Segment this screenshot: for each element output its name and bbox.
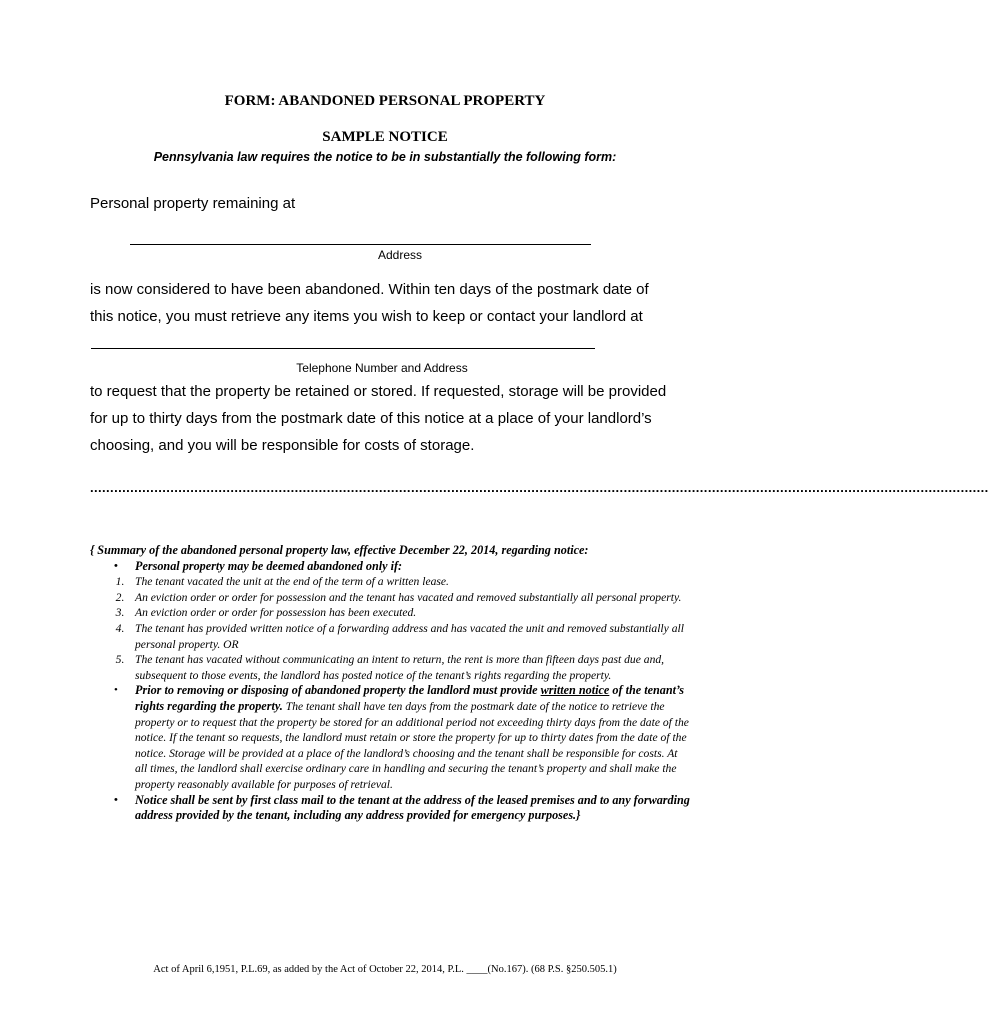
condition-item (90, 621, 690, 652)
mailing-notice-text: Notice shall be sent by first class mail to the tenant at the address of the leased premises and to any forwarding address provided by the tenant, including any address provided for emergency purposes.} (135, 792, 690, 823)
law-summary (90, 543, 690, 824)
property-remaining-text: Personal property remaining at (90, 195, 296, 212)
bullet-icon: • (114, 793, 118, 806)
condition-number: 2. (115, 590, 125, 604)
condition-number: 3. (115, 606, 125, 620)
written-notice-bold-text: Prior to removing or disposing of abandoned property the landlord must provide (135, 683, 541, 698)
bullet-icon: • (114, 684, 118, 697)
sample-notice-title: SAMPLE NOTICE (322, 129, 448, 145)
abandoned-paragraph-line-1: is now considered to have been abandoned. Within ten days of the postmark date of (90, 281, 649, 298)
condition-number: 1. (115, 575, 125, 589)
written-notice-details: The tenant shall have ten days from the postmark date of the notice to retrieve the property or to request that the property be stored for an additional period not exceeding thirty days from the date of the notice. If the tenant so requests, the landlord must retain or store the property for up to thirty dates from the date of the notice. Storage will be provided at a place of the landlord’s choosing and the tenant shall be responsible for costs. At all times, the landlord shall exercise ordinary care in handling and securing the tenant’s property and shall make the property reasonably available for purposes of retrieval. (135, 699, 689, 791)
storage-paragraph-line-3: choosing, and you will be responsible for costs of storage. (90, 437, 475, 454)
condition-text: An eviction order or order for possession and the tenant has vacated and removed substantially all personal property. (135, 590, 682, 604)
address-line (130, 244, 591, 245)
form-title: FORM: ABANDONED PERSONAL PROPERTY (224, 93, 546, 109)
storage-paragraph (90, 378, 690, 459)
telephone-address-line (91, 348, 595, 349)
storage-paragraph-line-2: for up to thirty days from the postmark date of this notice at a place of your landlord’s (90, 410, 652, 427)
bullet-mailing-notice (90, 793, 690, 824)
written-notice-bold-text-end: of the tenant’s rights regarding the property. (135, 683, 684, 713)
summary-heading: { Summary of the abandoned personal property law, effective December 22, 2014, regarding notice: (90, 543, 589, 557)
bullet-abandoned-conditions (90, 559, 690, 575)
storage-paragraph-line-1: to request that the property be retained or stored. If requested, storage will be provided (90, 383, 667, 400)
address-caption: Address (377, 248, 423, 262)
condition-text: The tenant vacated the unit at the end of the term of a written lease. (135, 575, 449, 589)
abandoned-paragraph (90, 276, 690, 330)
dotted-separator: ................................................................................................................................................................................................................................ (90, 480, 989, 495)
intro-text: Pennsylvania law requires the notice to be in substantially the following form: (153, 150, 617, 164)
condition-item (90, 605, 690, 621)
condition-item (90, 652, 690, 683)
condition-text: The tenant has vacated without communicating an intent to return, the rent is more than fifteen days past due and, subsequent to those events, the landlord has posted notice of the tenant’s rights regarding the property. (135, 653, 665, 682)
statute-footer: Act of April 6,1951, P.L.69, as added by the Act of October 22, 2014, P.L. ____(No.167). (68 P.S. §250.505.1) (153, 964, 617, 975)
telephone-address-caption: Telephone Number and Address (296, 361, 468, 375)
condition-number: 5. (115, 653, 125, 667)
bullet-abandoned-conditions-text: Personal property may be deemed abandoned only if: (135, 558, 403, 573)
bullet-written-notice (90, 683, 690, 792)
condition-text: An eviction order or order for possession has been executed. (135, 606, 417, 620)
condition-text: The tenant has provided written notice of a forwarding address and has vacated the unit and removed substantially all personal property. OR (135, 621, 684, 651)
written-notice-underlined: written notice (540, 683, 610, 698)
condition-item (90, 574, 690, 590)
bullet-icon: • (114, 559, 118, 572)
abandoned-paragraph-line-2: this notice, you must retrieve any items you wish to keep or contact your landlord at (90, 308, 643, 325)
condition-number: 4. (115, 621, 125, 635)
condition-item (90, 590, 690, 606)
